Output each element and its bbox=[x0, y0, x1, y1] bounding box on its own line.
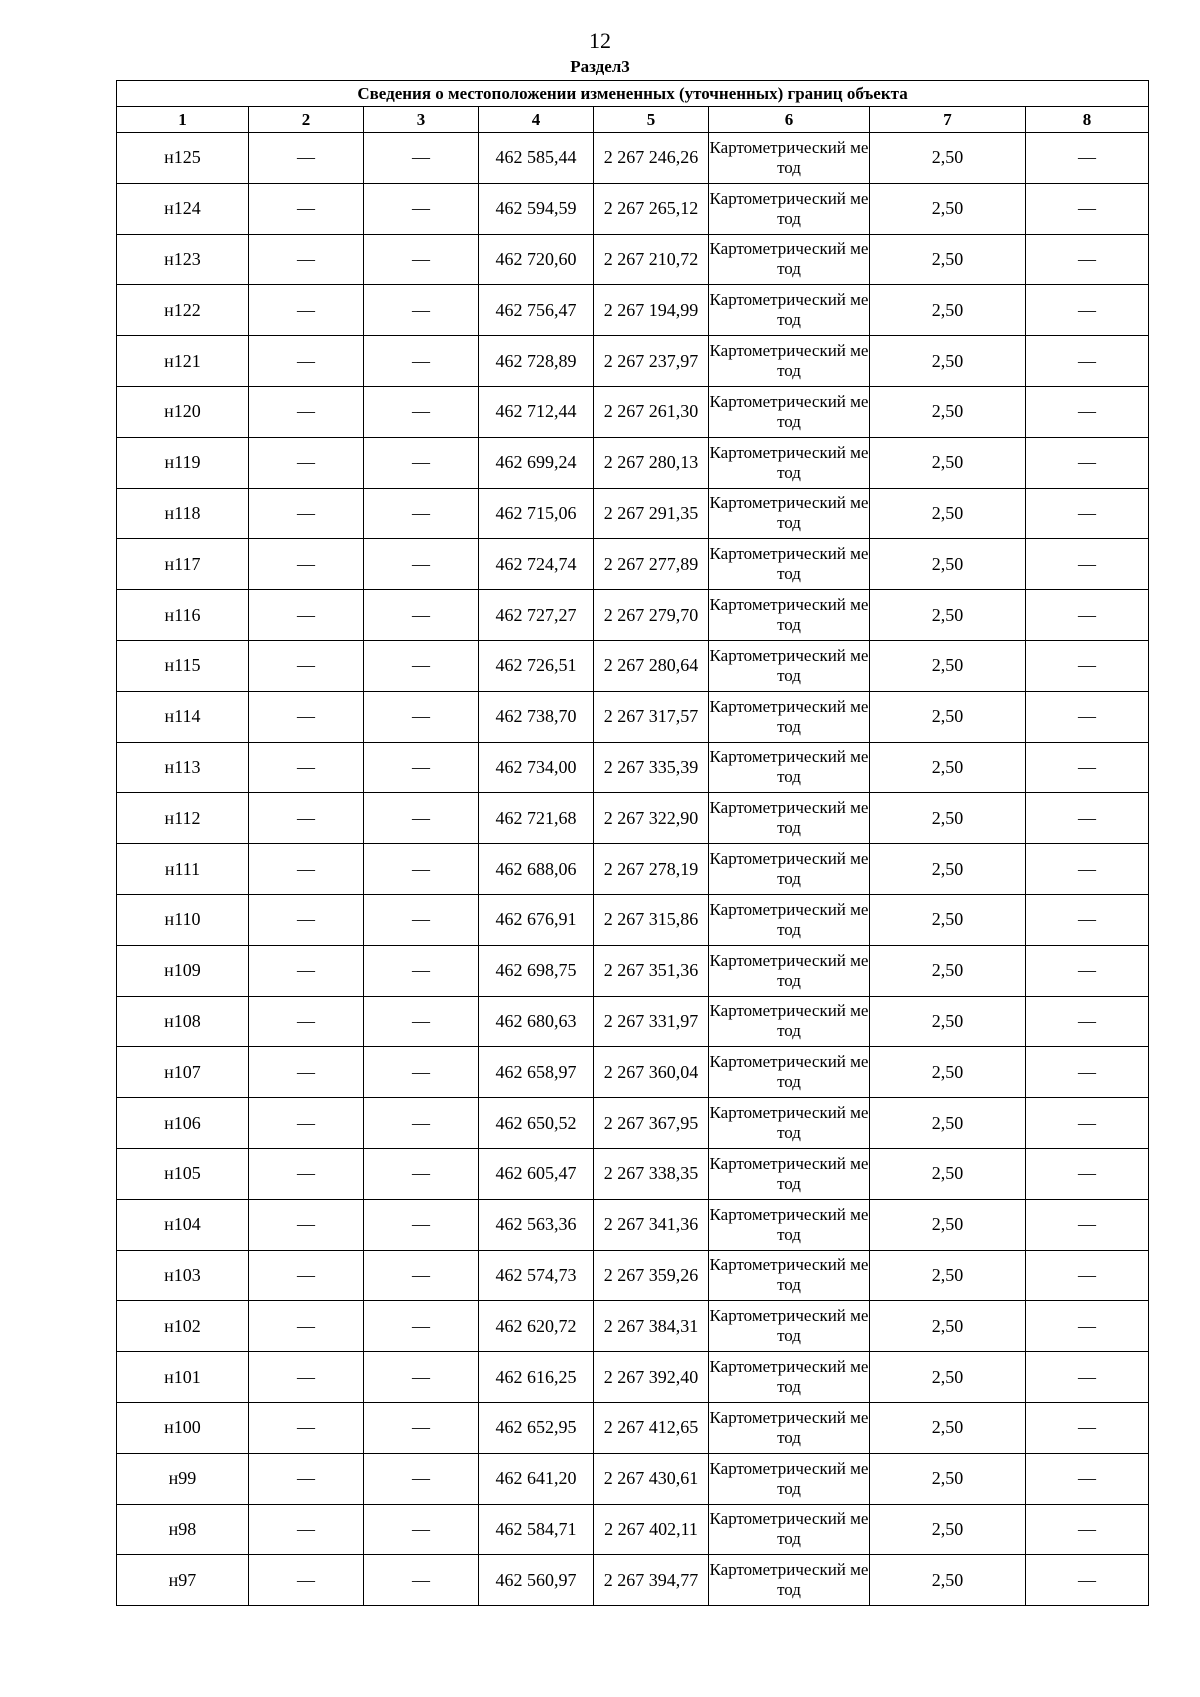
dash-cell: — bbox=[249, 1555, 364, 1606]
page-number: 12 bbox=[589, 28, 611, 53]
point-number-cell: н105 bbox=[117, 1148, 249, 1199]
accuracy-cell: 2,50 bbox=[870, 488, 1026, 539]
x-coordinate-cell: 462 652,95 bbox=[479, 1402, 594, 1453]
y-coordinate-cell: 2 267 261,30 bbox=[594, 386, 709, 437]
accuracy-cell: 2,50 bbox=[870, 437, 1026, 488]
method-cell: Картометрический метод bbox=[709, 640, 870, 691]
method-cell: Картометрический метод bbox=[709, 1148, 870, 1199]
dash-cell: — bbox=[364, 1199, 479, 1250]
x-coordinate-cell: 462 584,71 bbox=[479, 1504, 594, 1555]
method-cell: Картометрический метод bbox=[709, 386, 870, 437]
x-coordinate-cell: 462 605,47 bbox=[479, 1148, 594, 1199]
x-coordinate-cell: 462 720,60 bbox=[479, 234, 594, 285]
point-number-cell: н99 bbox=[117, 1453, 249, 1504]
column-number: 8 bbox=[1026, 107, 1149, 133]
dash-cell: — bbox=[1026, 1047, 1149, 1098]
y-coordinate-cell: 2 267 359,26 bbox=[594, 1250, 709, 1301]
table-row bbox=[117, 234, 1149, 285]
accuracy-cell: 2,50 bbox=[870, 996, 1026, 1047]
table-row bbox=[117, 437, 1149, 488]
dash-cell: — bbox=[364, 945, 479, 996]
accuracy-cell: 2,50 bbox=[870, 590, 1026, 641]
dash-cell: — bbox=[364, 844, 479, 895]
y-coordinate-cell: 2 267 291,35 bbox=[594, 488, 709, 539]
dash-cell: — bbox=[249, 488, 364, 539]
accuracy-cell: 2,50 bbox=[870, 1453, 1026, 1504]
dash-cell: — bbox=[1026, 1453, 1149, 1504]
dash-cell: — bbox=[364, 793, 479, 844]
table-row bbox=[117, 488, 1149, 539]
dash-cell: — bbox=[249, 894, 364, 945]
accuracy-cell: 2,50 bbox=[870, 1250, 1026, 1301]
table-row bbox=[117, 183, 1149, 234]
y-coordinate-cell: 2 267 392,40 bbox=[594, 1352, 709, 1403]
accuracy-cell: 2,50 bbox=[870, 1352, 1026, 1403]
dash-cell: — bbox=[249, 844, 364, 895]
method-cell: Картометрический метод bbox=[709, 437, 870, 488]
dash-cell: — bbox=[364, 590, 479, 641]
dash-cell: — bbox=[1026, 1301, 1149, 1352]
dash-cell: — bbox=[249, 640, 364, 691]
dash-cell: — bbox=[364, 437, 479, 488]
method-cell: Картометрический метод bbox=[709, 1352, 870, 1403]
accuracy-cell: 2,50 bbox=[870, 1402, 1026, 1453]
dash-cell: — bbox=[249, 1402, 364, 1453]
accuracy-cell: 2,50 bbox=[870, 1047, 1026, 1098]
table-body bbox=[117, 133, 1149, 1606]
x-coordinate-cell: 462 650,52 bbox=[479, 1098, 594, 1149]
accuracy-cell: 2,50 bbox=[870, 336, 1026, 387]
method-cell: Картометрический метод bbox=[709, 1555, 870, 1606]
column-number: 6 bbox=[709, 107, 870, 133]
table-row bbox=[117, 1402, 1149, 1453]
point-number-cell: н98 bbox=[117, 1504, 249, 1555]
method-cell: Картометрический метод bbox=[709, 336, 870, 387]
point-number-cell: н109 bbox=[117, 945, 249, 996]
accuracy-cell: 2,50 bbox=[870, 640, 1026, 691]
dash-cell: — bbox=[249, 793, 364, 844]
table-row bbox=[117, 590, 1149, 641]
dash-cell: — bbox=[364, 1301, 479, 1352]
x-coordinate-cell: 462 698,75 bbox=[479, 945, 594, 996]
table-row bbox=[117, 1504, 1149, 1555]
dash-cell: — bbox=[364, 1098, 479, 1149]
column-number: 7 bbox=[870, 107, 1026, 133]
column-number: 1 bbox=[117, 107, 249, 133]
table-row bbox=[117, 1047, 1149, 1098]
x-coordinate-cell: 462 641,20 bbox=[479, 1453, 594, 1504]
point-number-cell: н112 bbox=[117, 793, 249, 844]
method-cell: Картометрический метод bbox=[709, 183, 870, 234]
y-coordinate-cell: 2 267 265,12 bbox=[594, 183, 709, 234]
y-coordinate-cell: 2 267 367,95 bbox=[594, 1098, 709, 1149]
method-cell: Картометрический метод bbox=[709, 691, 870, 742]
x-coordinate-cell: 462 726,51 bbox=[479, 640, 594, 691]
dash-cell: — bbox=[1026, 234, 1149, 285]
table-row bbox=[117, 691, 1149, 742]
table-row bbox=[117, 1301, 1149, 1352]
point-number-cell: н123 bbox=[117, 234, 249, 285]
method-cell: Картометрический метод bbox=[709, 133, 870, 184]
table-row bbox=[117, 1148, 1149, 1199]
dash-cell: — bbox=[1026, 793, 1149, 844]
table-row bbox=[117, 1098, 1149, 1149]
point-number-cell: н117 bbox=[117, 539, 249, 590]
point-number-cell: н125 bbox=[117, 133, 249, 184]
point-number-cell: н102 bbox=[117, 1301, 249, 1352]
dash-cell: — bbox=[1026, 996, 1149, 1047]
dash-cell: — bbox=[1026, 1352, 1149, 1403]
method-cell: Картометрический метод bbox=[709, 1098, 870, 1149]
table-row bbox=[117, 640, 1149, 691]
dash-cell: — bbox=[249, 1301, 364, 1352]
y-coordinate-cell: 2 267 279,70 bbox=[594, 590, 709, 641]
x-coordinate-cell: 462 724,74 bbox=[479, 539, 594, 590]
point-number-cell: н103 bbox=[117, 1250, 249, 1301]
dash-cell: — bbox=[1026, 894, 1149, 945]
dash-cell: — bbox=[249, 691, 364, 742]
dash-cell: — bbox=[364, 1555, 479, 1606]
dash-cell: — bbox=[364, 996, 479, 1047]
dash-cell: — bbox=[364, 691, 479, 742]
dash-cell: — bbox=[1026, 336, 1149, 387]
dash-cell: — bbox=[364, 386, 479, 437]
accuracy-cell: 2,50 bbox=[870, 844, 1026, 895]
y-coordinate-cell: 2 267 317,57 bbox=[594, 691, 709, 742]
dash-cell: — bbox=[249, 996, 364, 1047]
y-coordinate-cell: 2 267 237,97 bbox=[594, 336, 709, 387]
dash-cell: — bbox=[364, 285, 479, 336]
method-cell: Картометрический метод bbox=[709, 793, 870, 844]
table-row bbox=[117, 1555, 1149, 1606]
dash-cell: — bbox=[1026, 133, 1149, 184]
y-coordinate-cell: 2 267 280,64 bbox=[594, 640, 709, 691]
accuracy-cell: 2,50 bbox=[870, 691, 1026, 742]
y-coordinate-cell: 2 267 278,19 bbox=[594, 844, 709, 895]
dash-cell: — bbox=[1026, 1402, 1149, 1453]
x-coordinate-cell: 462 734,00 bbox=[479, 742, 594, 793]
dash-cell: — bbox=[249, 539, 364, 590]
dash-cell: — bbox=[1026, 488, 1149, 539]
accuracy-cell: 2,50 bbox=[870, 386, 1026, 437]
dash-cell: — bbox=[249, 590, 364, 641]
method-cell: Картометрический метод bbox=[709, 894, 870, 945]
dash-cell: — bbox=[364, 1047, 479, 1098]
point-number-cell: н106 bbox=[117, 1098, 249, 1149]
point-number-cell: н120 bbox=[117, 386, 249, 437]
method-cell: Картометрический метод bbox=[709, 1504, 870, 1555]
column-number-row bbox=[117, 107, 1149, 133]
dash-cell: — bbox=[364, 894, 479, 945]
method-cell: Картометрический метод bbox=[709, 488, 870, 539]
dash-cell: — bbox=[249, 1504, 364, 1555]
dash-cell: — bbox=[1026, 945, 1149, 996]
method-cell: Картометрический метод bbox=[709, 844, 870, 895]
dash-cell: — bbox=[364, 640, 479, 691]
y-coordinate-cell: 2 267 322,90 bbox=[594, 793, 709, 844]
dash-cell: — bbox=[364, 1453, 479, 1504]
accuracy-cell: 2,50 bbox=[870, 1301, 1026, 1352]
dash-cell: — bbox=[364, 1352, 479, 1403]
method-cell: Картометрический метод bbox=[709, 1250, 870, 1301]
y-coordinate-cell: 2 267 394,77 bbox=[594, 1555, 709, 1606]
dash-cell: — bbox=[364, 1250, 479, 1301]
method-cell: Картометрический метод bbox=[709, 1301, 870, 1352]
method-cell: Картометрический метод bbox=[709, 1402, 870, 1453]
dash-cell: — bbox=[249, 336, 364, 387]
accuracy-cell: 2,50 bbox=[870, 1098, 1026, 1149]
dash-cell: — bbox=[1026, 1250, 1149, 1301]
accuracy-cell: 2,50 bbox=[870, 234, 1026, 285]
y-coordinate-cell: 2 267 246,26 bbox=[594, 133, 709, 184]
table-row bbox=[117, 539, 1149, 590]
x-coordinate-cell: 462 616,25 bbox=[479, 1352, 594, 1403]
section-title: Раздел3 bbox=[570, 57, 630, 76]
method-cell: Картометрический метод bbox=[709, 539, 870, 590]
x-coordinate-cell: 462 721,68 bbox=[479, 793, 594, 844]
x-coordinate-cell: 462 680,63 bbox=[479, 996, 594, 1047]
dash-cell: — bbox=[1026, 1148, 1149, 1199]
point-number-cell: н110 bbox=[117, 894, 249, 945]
dash-cell: — bbox=[1026, 742, 1149, 793]
dash-cell: — bbox=[364, 183, 479, 234]
x-coordinate-cell: 462 712,44 bbox=[479, 386, 594, 437]
point-number-cell: н111 bbox=[117, 844, 249, 895]
y-coordinate-cell: 2 267 341,36 bbox=[594, 1199, 709, 1250]
point-number-cell: н108 bbox=[117, 996, 249, 1047]
x-coordinate-cell: 462 563,36 bbox=[479, 1199, 594, 1250]
x-coordinate-cell: 462 676,91 bbox=[479, 894, 594, 945]
x-coordinate-cell: 462 620,72 bbox=[479, 1301, 594, 1352]
dash-cell: — bbox=[364, 1402, 479, 1453]
y-coordinate-cell: 2 267 384,31 bbox=[594, 1301, 709, 1352]
dash-cell: — bbox=[249, 1453, 364, 1504]
dash-cell: — bbox=[1026, 1555, 1149, 1606]
dash-cell: — bbox=[1026, 1504, 1149, 1555]
x-coordinate-cell: 462 738,70 bbox=[479, 691, 594, 742]
dash-cell: — bbox=[249, 133, 364, 184]
point-number-cell: н107 bbox=[117, 1047, 249, 1098]
table-caption: Сведения о местоположении измененных (уточненных) границ объекта bbox=[117, 81, 1149, 107]
column-number: 3 bbox=[364, 107, 479, 133]
point-number-cell: н113 bbox=[117, 742, 249, 793]
column-number: 2 bbox=[249, 107, 364, 133]
dash-cell: — bbox=[249, 1352, 364, 1403]
dash-cell: — bbox=[364, 1504, 479, 1555]
dash-cell: — bbox=[364, 133, 479, 184]
method-cell: Картометрический метод bbox=[709, 234, 870, 285]
dash-cell: — bbox=[249, 285, 364, 336]
dash-cell: — bbox=[1026, 590, 1149, 641]
accuracy-cell: 2,50 bbox=[870, 1504, 1026, 1555]
method-cell: Картометрический метод bbox=[709, 1047, 870, 1098]
point-number-cell: н124 bbox=[117, 183, 249, 234]
y-coordinate-cell: 2 267 331,97 bbox=[594, 996, 709, 1047]
method-cell: Картометрический метод bbox=[709, 945, 870, 996]
y-coordinate-cell: 2 267 335,39 bbox=[594, 742, 709, 793]
table-row bbox=[117, 1199, 1149, 1250]
accuracy-cell: 2,50 bbox=[870, 1199, 1026, 1250]
y-coordinate-cell: 2 267 430,61 bbox=[594, 1453, 709, 1504]
dash-cell: — bbox=[1026, 1098, 1149, 1149]
x-coordinate-cell: 462 727,27 bbox=[479, 590, 594, 641]
dash-cell: — bbox=[249, 1148, 364, 1199]
x-coordinate-cell: 462 728,89 bbox=[479, 336, 594, 387]
accuracy-cell: 2,50 bbox=[870, 183, 1026, 234]
dash-cell: — bbox=[364, 742, 479, 793]
dash-cell: — bbox=[249, 437, 364, 488]
y-coordinate-cell: 2 267 210,72 bbox=[594, 234, 709, 285]
table-row bbox=[117, 133, 1149, 184]
y-coordinate-cell: 2 267 280,13 bbox=[594, 437, 709, 488]
point-number-cell: н115 bbox=[117, 640, 249, 691]
table-row bbox=[117, 386, 1149, 437]
y-coordinate-cell: 2 267 412,65 bbox=[594, 1402, 709, 1453]
table-row bbox=[117, 945, 1149, 996]
dash-cell: — bbox=[1026, 386, 1149, 437]
accuracy-cell: 2,50 bbox=[870, 539, 1026, 590]
table-row bbox=[117, 996, 1149, 1047]
point-number-cell: н114 bbox=[117, 691, 249, 742]
method-cell: Картометрический метод bbox=[709, 1453, 870, 1504]
dash-cell: — bbox=[1026, 1199, 1149, 1250]
dash-cell: — bbox=[249, 1047, 364, 1098]
point-number-cell: н122 bbox=[117, 285, 249, 336]
dash-cell: — bbox=[249, 1098, 364, 1149]
x-coordinate-cell: 462 594,59 bbox=[479, 183, 594, 234]
point-number-cell: н101 bbox=[117, 1352, 249, 1403]
dash-cell: — bbox=[1026, 437, 1149, 488]
table-row bbox=[117, 1250, 1149, 1301]
table-row bbox=[117, 844, 1149, 895]
dash-cell: — bbox=[1026, 183, 1149, 234]
method-cell: Картометрический метод bbox=[709, 1199, 870, 1250]
accuracy-cell: 2,50 bbox=[870, 1555, 1026, 1606]
accuracy-cell: 2,50 bbox=[870, 133, 1026, 184]
y-coordinate-cell: 2 267 194,99 bbox=[594, 285, 709, 336]
method-cell: Картометрический метод bbox=[709, 742, 870, 793]
x-coordinate-cell: 462 560,97 bbox=[479, 1555, 594, 1606]
dash-cell: — bbox=[1026, 285, 1149, 336]
dash-cell: — bbox=[364, 539, 479, 590]
y-coordinate-cell: 2 267 351,36 bbox=[594, 945, 709, 996]
point-number-cell: н100 bbox=[117, 1402, 249, 1453]
method-cell: Картометрический метод bbox=[709, 996, 870, 1047]
accuracy-cell: 2,50 bbox=[870, 793, 1026, 844]
x-coordinate-cell: 462 715,06 bbox=[479, 488, 594, 539]
dash-cell: — bbox=[364, 336, 479, 387]
method-cell: Картометрический метод bbox=[709, 285, 870, 336]
table-row bbox=[117, 1352, 1149, 1403]
dash-cell: — bbox=[249, 1250, 364, 1301]
dash-cell: — bbox=[249, 234, 364, 285]
y-coordinate-cell: 2 267 338,35 bbox=[594, 1148, 709, 1199]
accuracy-cell: 2,50 bbox=[870, 945, 1026, 996]
column-number: 5 bbox=[594, 107, 709, 133]
accuracy-cell: 2,50 bbox=[870, 742, 1026, 793]
accuracy-cell: 2,50 bbox=[870, 1148, 1026, 1199]
point-number-cell: н121 bbox=[117, 336, 249, 387]
accuracy-cell: 2,50 bbox=[870, 285, 1026, 336]
y-coordinate-cell: 2 267 402,11 bbox=[594, 1504, 709, 1555]
accuracy-cell: 2,50 bbox=[870, 894, 1026, 945]
dash-cell: — bbox=[364, 1148, 479, 1199]
dash-cell: — bbox=[249, 386, 364, 437]
dash-cell: — bbox=[1026, 844, 1149, 895]
column-number: 4 bbox=[479, 107, 594, 133]
boundary-coordinates-table bbox=[116, 80, 1149, 1606]
table-row bbox=[117, 742, 1149, 793]
x-coordinate-cell: 462 574,73 bbox=[479, 1250, 594, 1301]
point-number-cell: н116 bbox=[117, 590, 249, 641]
y-coordinate-cell: 2 267 277,89 bbox=[594, 539, 709, 590]
x-coordinate-cell: 462 658,97 bbox=[479, 1047, 594, 1098]
dash-cell: — bbox=[364, 234, 479, 285]
dash-cell: — bbox=[1026, 539, 1149, 590]
method-cell: Картометрический метод bbox=[709, 590, 870, 641]
dash-cell: — bbox=[249, 1199, 364, 1250]
x-coordinate-cell: 462 585,44 bbox=[479, 133, 594, 184]
dash-cell: — bbox=[1026, 691, 1149, 742]
dash-cell: — bbox=[249, 742, 364, 793]
dash-cell: — bbox=[364, 488, 479, 539]
point-number-cell: н104 bbox=[117, 1199, 249, 1250]
x-coordinate-cell: 462 699,24 bbox=[479, 437, 594, 488]
point-number-cell: н118 bbox=[117, 488, 249, 539]
y-coordinate-cell: 2 267 360,04 bbox=[594, 1047, 709, 1098]
x-coordinate-cell: 462 756,47 bbox=[479, 285, 594, 336]
table-row bbox=[117, 1453, 1149, 1504]
table-row bbox=[117, 285, 1149, 336]
dash-cell: — bbox=[1026, 640, 1149, 691]
y-coordinate-cell: 2 267 315,86 bbox=[594, 894, 709, 945]
table-row bbox=[117, 894, 1149, 945]
x-coordinate-cell: 462 688,06 bbox=[479, 844, 594, 895]
dash-cell: — bbox=[249, 183, 364, 234]
point-number-cell: н97 bbox=[117, 1555, 249, 1606]
dash-cell: — bbox=[249, 945, 364, 996]
table-row bbox=[117, 793, 1149, 844]
table-row bbox=[117, 336, 1149, 387]
point-number-cell: н119 bbox=[117, 437, 249, 488]
